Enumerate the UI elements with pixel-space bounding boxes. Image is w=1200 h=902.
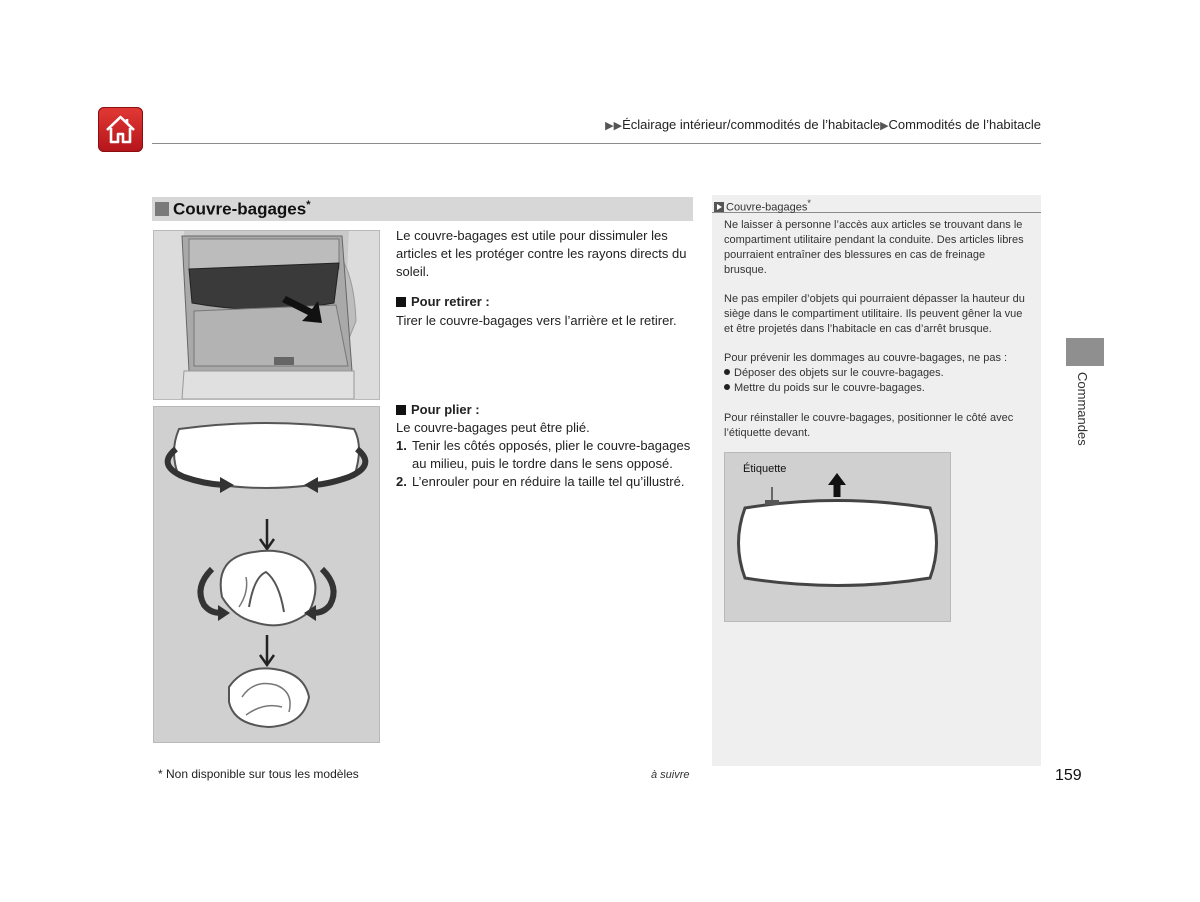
side-damage-list: Pour prévenir les dommages au couvre-bagages, ne pas : Déposer des objets sur le couvre-bagages. Mettre du poids sur le couvre-bagages. bbox=[724, 351, 1029, 396]
fold-instructions bbox=[396, 419, 696, 491]
square-bullet-icon bbox=[396, 405, 406, 415]
breadcrumb-arrow-icon: ▶▶ bbox=[605, 120, 623, 132]
step-item: 2. L’enrouler pour en réduire la taille tel qu’illustré. bbox=[396, 474, 685, 489]
section-title: Couvre-bagages* bbox=[173, 199, 311, 219]
reference-arrow-icon bbox=[714, 202, 724, 212]
side-warning-text: Ne laisser à personne l’accès aux articles se trouvant dans le compartiment utilitaire pendant la conduite. Des articles libres pourraient entraîner des blessures en cas de freinage brusque. bbox=[724, 219, 1024, 276]
breadcrumb-item-convenience[interactable]: Commodités de l’habitacle bbox=[888, 117, 1041, 132]
chapter-tab-label[interactable]: Commandes bbox=[1075, 372, 1090, 446]
side-panel-title: Couvre-bagages* bbox=[712, 195, 1041, 213]
square-bullet-icon bbox=[396, 297, 406, 307]
header-divider bbox=[152, 143, 1041, 144]
list-item: Mettre du poids sur le couvre-bagages. bbox=[724, 381, 1029, 396]
section-marker-icon bbox=[155, 202, 169, 216]
side-stacking-text: Ne pas empiler d’objets qui pourraient dépasser la hauteur du siège dans le compartiment utilitaire. Ils peuvent gêner la vue et être projetés dans l’habitacle en cas d’arrêt brusque. bbox=[724, 293, 1025, 335]
chapter-tab-marker[interactable] bbox=[1066, 338, 1104, 366]
bullet-icon bbox=[724, 369, 730, 375]
home-button[interactable] bbox=[98, 107, 143, 152]
home-icon bbox=[98, 107, 143, 152]
breadcrumb-item-lighting[interactable]: Éclairage intérieur/commodités de l’habitacle bbox=[622, 117, 881, 132]
step-item: 1. Tenir les côtés opposés, plier le couvre-bagages au milieu, puis le tordre dans le sens opposé. bbox=[396, 438, 691, 471]
bullet-icon bbox=[724, 384, 730, 390]
folding-steps-illustration bbox=[153, 406, 380, 743]
label-callout: Étiquette bbox=[743, 463, 787, 475]
list-item: Déposer des objets sur le couvre-bagages. bbox=[724, 366, 1029, 381]
intro-text: Le couvre-bagages est utile pour dissimuler les articles et les protéger contre les rayons directs du soleil. bbox=[396, 228, 687, 279]
continued-label: à suivre bbox=[651, 769, 690, 781]
remove-text: Tirer le couvre-bagages vers l’arrière et le retirer. bbox=[396, 313, 677, 328]
label-illustration bbox=[724, 452, 951, 622]
breadcrumb bbox=[520, 117, 1041, 132]
side-reinstall-text: Pour réinstaller le couvre-bagages, positionner le côté avec l’étiquette devant. bbox=[724, 412, 1014, 439]
fold-heading: Pour plier : bbox=[396, 402, 480, 417]
fold-intro: Le couvre-bagages peut être plié. bbox=[396, 420, 590, 435]
section-title-bar bbox=[152, 197, 693, 221]
footnote: * Non disponible sur tous les modèles bbox=[158, 767, 359, 781]
trunk-photo bbox=[153, 230, 380, 400]
breadcrumb-arrow-icon: ▶ bbox=[880, 120, 889, 132]
remove-heading: Pour retirer : bbox=[396, 294, 490, 309]
page-number: 159 bbox=[1055, 767, 1082, 784]
